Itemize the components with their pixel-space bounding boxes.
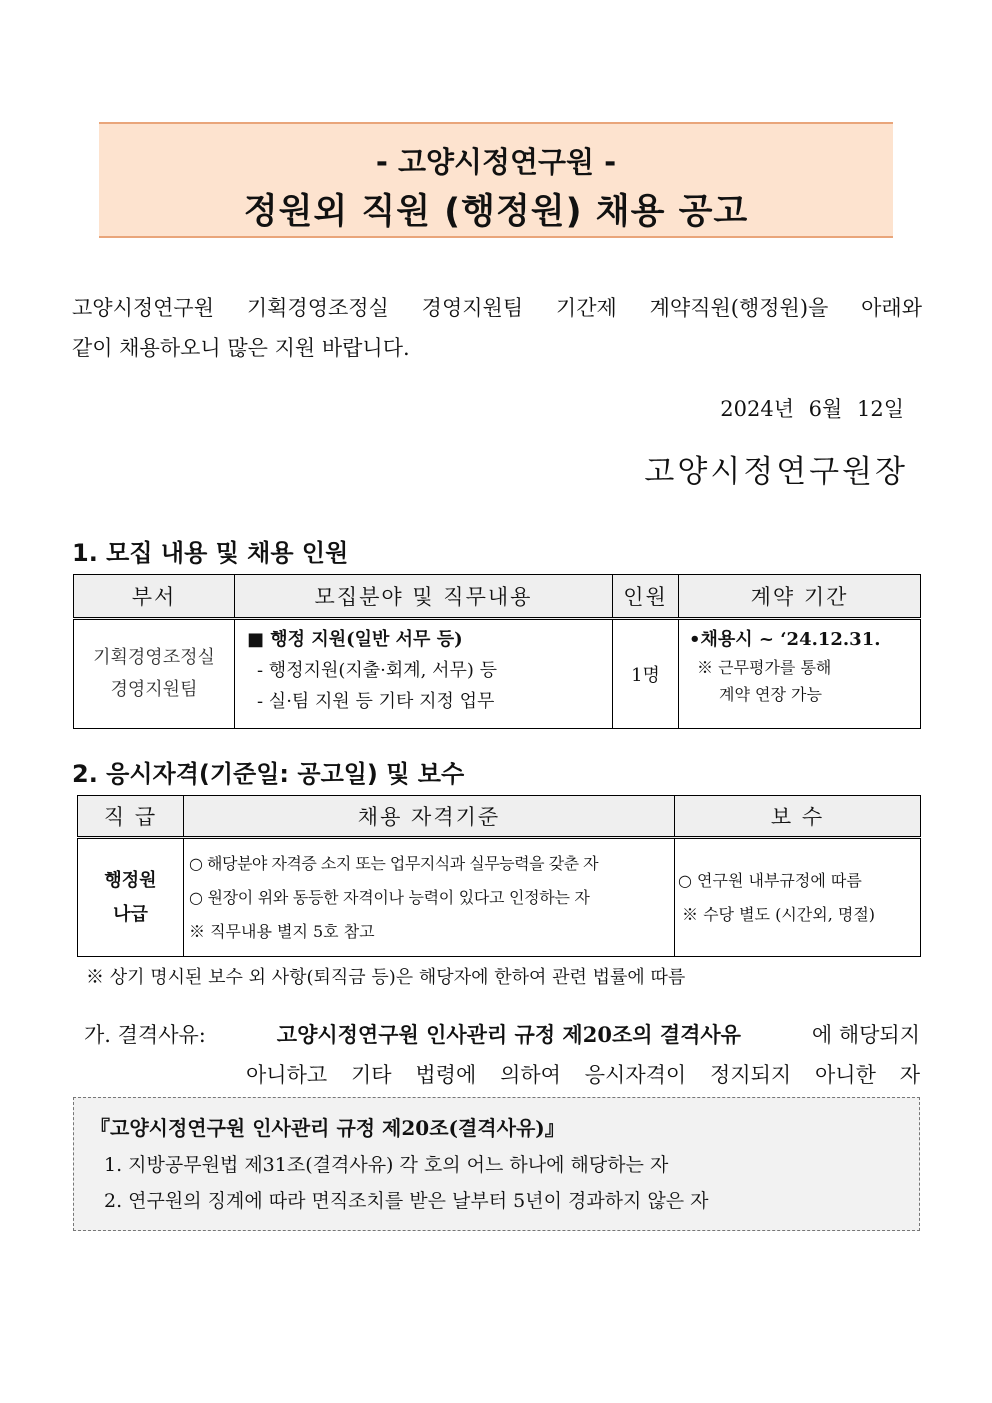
table-row [78,838,921,957]
disqualification-label: 가. 결격사유: [84,1023,206,1047]
qualification-table [77,795,921,957]
qualification-cell [184,838,675,957]
header-field: 모집분야 및 직무내용 [235,575,613,619]
header-count: 인원 [613,575,679,619]
section-1-heading: 1. 모집 내용 및 채용 인원 [72,539,349,567]
disqualification-rest: 에 해당되지 [811,1023,920,1047]
dept-line-2: 경영지원팀 [110,679,198,700]
disqualification-paragraph [84,1015,920,1095]
regulation-item-1: 1. 지방공무원법 제31조(결격사유) 각 호의 어느 하나에 해당하는 자 [104,1154,669,1176]
title-subtitle: - 고양시정연구원 - [375,145,617,179]
disqualification-line-2: 아니하고 기타 법령에 의하여 응시자격이 정지되지 아니한 자 [246,1063,920,1087]
regulation-heading: 『고양시정연구원 인사관리 규정 제20조(결격사유)』 [90,1116,565,1140]
regulation-box [73,1097,920,1231]
pay-line-1: ○ 연구원 내부규정에 따름 [678,870,862,890]
dept-cell [74,619,235,729]
field-item-1: - 행정지원(지출·회계, 서무) 등 [257,660,498,681]
intro-line-2: 같이 채용하오니 많은 지원 바랍니다. [72,336,410,360]
period-note-1: ※ 근무평가를 통해 [697,658,832,677]
header-dept: 부서 [74,575,235,619]
recruitment-table [73,574,921,729]
regulation-item-2: 2. 연구원의 징계에 따라 면직조치를 받은 날부터 5년이 경과하지 않은 자 [104,1190,709,1212]
announcement-date: 2024년 6월 12일 [720,397,904,421]
header-pay: 보 수 [675,796,921,838]
grade-cell [78,838,184,957]
intro-line-1: 고양시정연구원 기획경영조정실 경영지원팀 기간제 계약직원(행정원)을 아래와 [72,296,922,320]
header-qualification: 채용 자격기준 [184,796,675,838]
section-2-heading: 2. 응시자격(기준일: 공고일) 및 보수 [72,760,465,788]
qualification-3: ※ 직무내용 별지 5호 참고 [189,921,375,941]
qualification-1: ○ 해당분야 자격증 소지 또는 업무지식과 실무능력을 갖춘 자 [189,853,599,873]
grade-line-2: 나급 [113,903,148,925]
signer: 고양시정연구원장 [644,454,908,490]
grade-line-1: 행정원 [104,869,157,891]
page-title: 정원외 직원 (행정원) 채용 공고 [243,192,749,232]
field-cell [235,619,613,729]
header-period: 계약 기간 [679,575,921,619]
pay-footnote: ※ 상기 명시된 보수 외 사항(퇴직금 등)은 해당자에 한하여 관련 법률에 따름 [86,967,686,988]
period-cell [679,619,921,729]
period-main: •채용시 ~ ‘24.12.31. [689,629,881,650]
qualification-2: ○ 원장이 위와 동등한 자격이나 능력이 있다고 인정하는 자 [189,887,590,907]
title-banner [99,122,893,238]
period-note-2: 계약 연장 가능 [719,685,822,704]
count-cell: 1명 [613,619,679,729]
field-item-2: - 실·팀 지원 등 기타 지정 업무 [257,691,495,712]
dept-line-1: 기획경영조정실 [93,647,215,668]
table-row [74,619,921,729]
disqualification-bold: 고양시정연구원 인사관리 규정 제20조의 결격사유 [276,1022,741,1047]
pay-cell [675,838,921,957]
header-grade: 직 급 [78,796,184,838]
intro-paragraph [72,288,922,368]
pay-line-2: ※ 수당 별도 (시간외, 명절) [682,904,876,924]
field-title: ■ 행정 지원(일반 서무 등) [247,629,463,650]
